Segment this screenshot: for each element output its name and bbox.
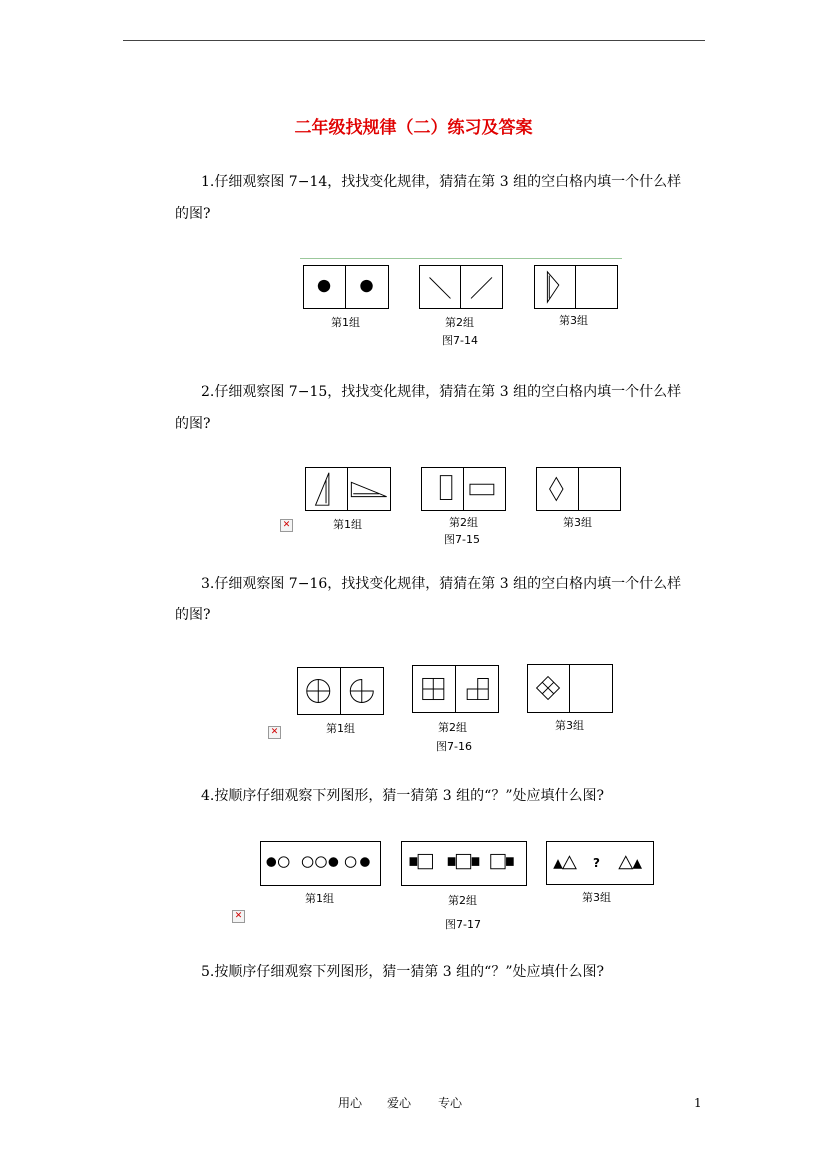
hollow-triangle-icon (563, 856, 576, 868)
horizontal-rectangle-icon (469, 484, 493, 495)
hollow-circle-icon (316, 857, 327, 868)
q4-group-1-figure (260, 841, 381, 886)
header-rule (123, 40, 705, 41)
question-1-line-2: 的图? (175, 206, 211, 222)
separator-line (300, 258, 622, 259)
q1-group-3-figure (534, 265, 618, 309)
slash-line-icon (471, 277, 492, 298)
q2-group-2-figure (421, 467, 506, 511)
question-mark-placeholder: ? (593, 856, 600, 870)
q4-group-2-figure (401, 841, 527, 886)
question-3-line-1: 3.仔细观察图 7−16，找找变化规律，猜猜在第 3 组的空白格内填一个什么样 (201, 576, 682, 592)
filled-circle-icon (360, 857, 370, 867)
footer-item-3: 专心 (438, 1096, 463, 1110)
q4-group-3-label: 第3组 (582, 891, 611, 904)
q1-group-2-figure (419, 265, 503, 309)
hollow-circle-icon (278, 857, 289, 868)
question-4-text: 4.按顺序仔细观察下列图形，猜一猜第 3 组的“？”处应填什么图? (201, 788, 604, 804)
q2-group-1-figure (305, 467, 391, 511)
filled-square-icon (410, 857, 418, 866)
backslash-line-icon (430, 277, 451, 298)
q3-group-2-figure (412, 665, 499, 713)
filled-triangle-icon (632, 859, 642, 869)
right-triangle-flat-icon (351, 482, 386, 496)
filled-square-icon (448, 857, 456, 866)
broken-image-icon: ✕ (268, 726, 281, 739)
filled-circle-icon (360, 280, 372, 292)
q3-group-2-label: 第2组 (438, 721, 467, 734)
q3-group-3-figure (527, 664, 613, 713)
q2-figure-caption: 图7-15 (444, 533, 480, 546)
broken-image-icon: ✕ (232, 910, 245, 923)
hollow-circle-icon (302, 857, 313, 868)
filled-circle-icon (329, 857, 339, 867)
q3-group-3-label: 第3组 (555, 719, 584, 732)
hollow-triangle-icon (619, 856, 632, 868)
filled-square-icon (506, 857, 514, 866)
q4-group-1-label: 第1组 (305, 892, 334, 905)
q1-group-1-label: 第1组 (331, 316, 360, 329)
question-2-line-1: 2.仔细观察图 7−15，找找变化规律，猜猜在第 3 组的空白格内填一个什么样 (201, 384, 682, 400)
q4-figure-caption: 图7-17 (445, 918, 481, 931)
q1-group-2-label: 第2组 (445, 316, 474, 329)
q3-group-1-figure (297, 667, 384, 715)
q1-group-3-label: 第3组 (559, 314, 588, 327)
q2-group-3-label: 第3组 (563, 516, 592, 529)
question-3-line-2: 的图? (175, 607, 211, 623)
hollow-square-icon (418, 854, 432, 868)
hollow-square-icon (456, 854, 470, 868)
footer-item-1: 用心 (338, 1096, 363, 1110)
filled-circle-icon (267, 857, 277, 867)
filled-triangle-icon (553, 859, 563, 869)
question-1-line-1: 1.仔细观察图 7−14，找找变化规律，猜猜在第 3 组的空白格内填一个什么样 (201, 174, 682, 190)
right-triangle-upright-icon (316, 473, 329, 505)
diamond-icon (550, 478, 563, 501)
q2-group-2-label: 第2组 (449, 516, 478, 529)
vertical-rectangle-icon (440, 476, 451, 500)
q4-group-3-figure (546, 841, 654, 885)
hollow-square-icon (491, 854, 505, 868)
q1-group-1-figure (303, 265, 389, 309)
question-5-text: 5.按顺序仔细观察下列图形，猜一猜第 3 组的“？”处应填什么图? (201, 964, 604, 980)
q4-group-2-label: 第2组 (448, 894, 477, 907)
hollow-circle-icon (345, 857, 356, 868)
filled-square-icon (472, 857, 480, 866)
q1-figure-caption: 图7-14 (442, 334, 478, 347)
q2-group-1-label: 第1组 (333, 518, 362, 531)
page-number: 1 (694, 1096, 702, 1110)
filled-circle-icon (318, 280, 330, 292)
question-2-line-2: 的图? (175, 416, 211, 432)
q3-figure-caption: 图7-16 (436, 740, 472, 753)
q3-group-1-label: 第1组 (326, 722, 355, 735)
page-title: 二年级找规律（二）练习及答案 (294, 118, 533, 138)
broken-image-icon: ✕ (280, 519, 293, 532)
footer-item-2: 爱心 (387, 1096, 412, 1110)
q2-group-3-figure (536, 467, 621, 511)
